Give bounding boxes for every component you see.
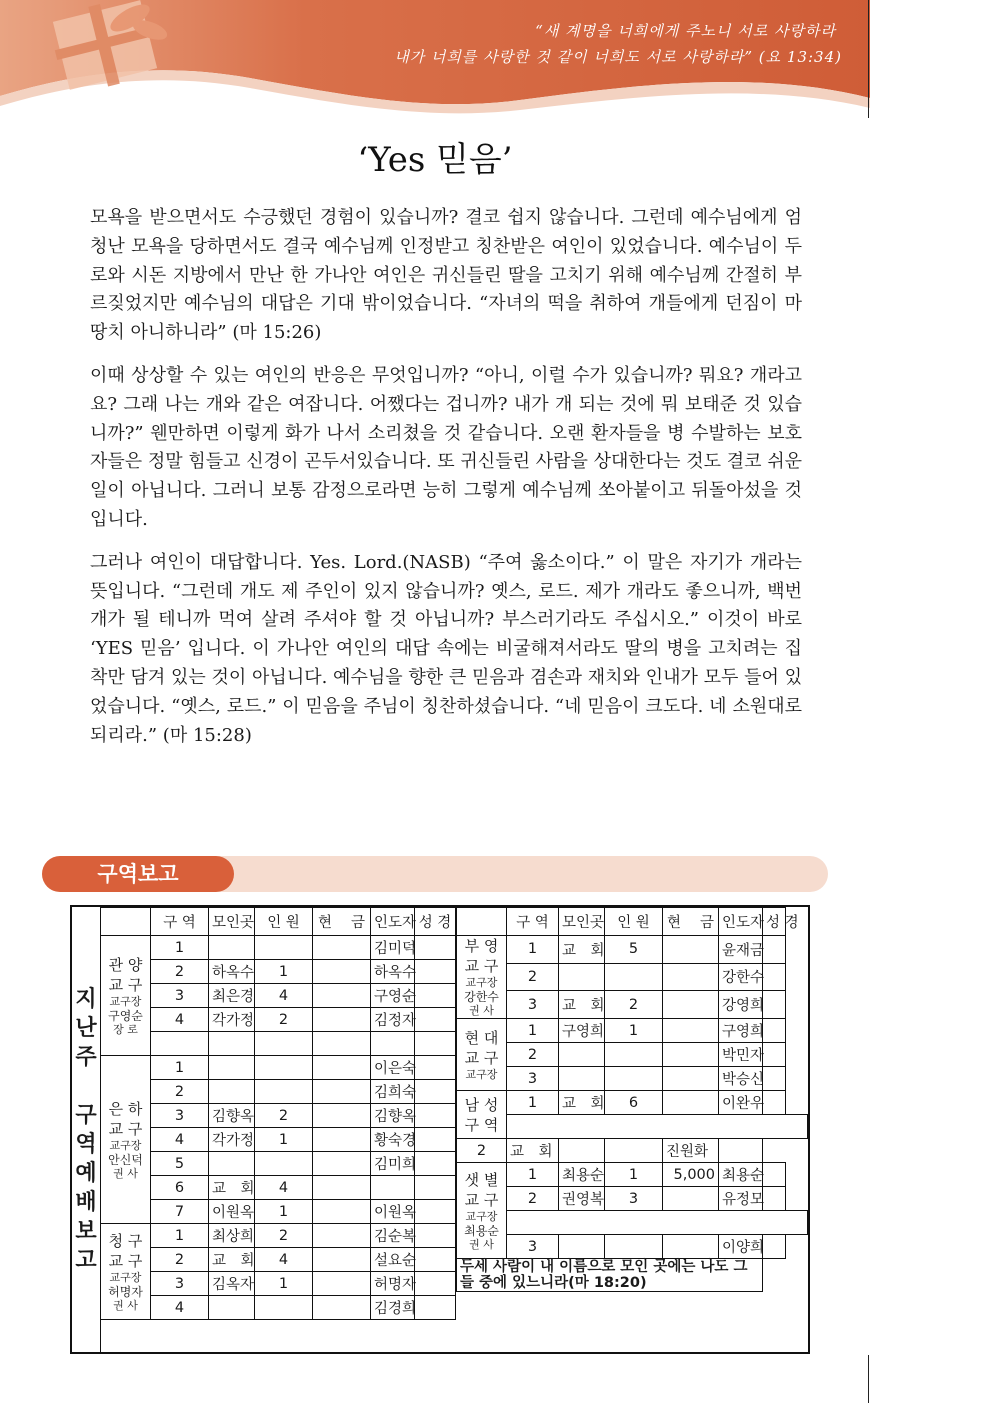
- table-row: [457, 1235, 808, 1259]
- cell-offering: [663, 1235, 719, 1259]
- cell-offering: [313, 1056, 371, 1080]
- cell-district: 3: [151, 1104, 209, 1128]
- cell-district: 1: [507, 936, 559, 964]
- cell-offering: [313, 960, 371, 984]
- table-row: [457, 936, 808, 964]
- cell-offering: [663, 963, 719, 991]
- cell-offering: [663, 991, 719, 1019]
- header-cell-group: [457, 908, 507, 936]
- group-name: 교 구: [464, 957, 499, 975]
- cell-bible: [415, 1056, 456, 1080]
- cell-leader: 허명자: [371, 1272, 415, 1296]
- table-row: [457, 1067, 808, 1091]
- cell-offering: [313, 1080, 371, 1104]
- cell-count: 3: [605, 1187, 663, 1211]
- header-cell: 현 금: [313, 908, 371, 936]
- cell-bible: [763, 1163, 786, 1187]
- cell-district: 1: [507, 1019, 559, 1043]
- paragraph: 그러나 여인이 대답합니다. Yes. Lord.(NASB) “주여 옳소이다.” 이 말은 자기가 개라는 뜻입니다. “그런데 개도 제 주인이 있지 않습니까? 옛스, 로드. 제가 개라도 좋으니까, 백번 개가 될 테니까 먹여 살려 주셔야 할 것 아닙니까? 부스러기라도 주십시오.” 이것이 바로 ‘YES 믿음’ 입니다. 이 가나안 여인의 대답 속에는 비굴해져서라도 딸의 병을 고치려는 집착만 담겨 있는 것이 아닙니다. 예수님을 향한 큰 믿음과 겸손과 재치와 인내가 모두 들어 있었습니다. “옛스, 로드.” 이 믿음을 주님이 칭찬하셨습니다. “네 믿음이 크도다. 네 소원대로 되리라.” (마 15:28): [90, 551, 802, 746]
- cell-place: 교 회: [209, 1176, 255, 1200]
- page-title: ‘Yes 믿음’: [357, 140, 513, 180]
- cell-district: 1: [507, 1163, 559, 1187]
- group-name: 교 구: [108, 1119, 143, 1138]
- leader-role: 권 사: [113, 1298, 138, 1312]
- right-margin-line: [868, 0, 869, 118]
- cell-offering: [313, 1200, 371, 1224]
- cell-district: 5: [151, 1152, 209, 1176]
- cell-count: 2: [255, 1104, 313, 1128]
- cell-leader: 김향옥: [371, 1104, 415, 1128]
- header-cell: 모인곳: [559, 908, 605, 936]
- cell-district: 3: [507, 991, 559, 1019]
- header-cell-group: [101, 908, 151, 936]
- cell-leader: 강한수: [719, 963, 763, 991]
- cell-count: [255, 1296, 313, 1320]
- cell-district: 7: [151, 1200, 209, 1224]
- cell-count: [255, 936, 313, 960]
- table-row: [101, 1032, 456, 1056]
- blank-cell: [507, 1211, 808, 1235]
- cell-count: 5: [605, 936, 663, 964]
- cell-leader: 김순복: [371, 1224, 415, 1248]
- vertical-title-char: 난: [75, 1015, 97, 1041]
- table-row: [101, 1272, 456, 1296]
- cell-district: 2: [151, 960, 209, 984]
- cell-district: 1: [151, 1224, 209, 1248]
- leader-title: 교구장: [465, 1209, 498, 1223]
- cell-bible: [415, 1104, 456, 1128]
- cell-count: 1: [255, 960, 313, 984]
- cell-place: 최용순: [559, 1163, 605, 1187]
- vertical-title-char: 예: [75, 1160, 97, 1186]
- cell-district: 1: [507, 1091, 559, 1115]
- table-row: [457, 1043, 808, 1067]
- cell-offering: [313, 984, 371, 1008]
- cell-bible: [415, 984, 456, 1008]
- cell-count: 1: [605, 1163, 663, 1187]
- vertical-title-char: 지: [75, 986, 97, 1012]
- cell-bible: [415, 1008, 456, 1032]
- table-row: [101, 1080, 456, 1104]
- cell-district: 2: [457, 1139, 507, 1163]
- cell-district: [151, 1032, 209, 1056]
- table-row: [457, 1163, 808, 1187]
- cell-leader: [371, 1176, 415, 1200]
- group-name: 샛 별: [464, 1170, 499, 1189]
- cell-place: [559, 1067, 605, 1091]
- group-cell: [457, 1091, 507, 1139]
- cell-place: [559, 1043, 605, 1067]
- right-margin-line-bottom: [868, 1355, 869, 1403]
- cell-leader: 김경희: [371, 1296, 415, 1320]
- cell-offering: [663, 1019, 719, 1043]
- cell-offering: 5,000: [663, 1163, 719, 1187]
- header-verse: [394, 18, 842, 70]
- cell-place: [559, 1235, 605, 1259]
- cell-place: [209, 1296, 255, 1320]
- cell-bible: [415, 1032, 456, 1056]
- header-cell: 구 역: [151, 908, 209, 936]
- cell-place: 최은경: [209, 984, 255, 1008]
- group-name: 교 구: [464, 1190, 499, 1209]
- cell-count: [255, 1032, 313, 1056]
- cell-count: 1: [255, 1200, 313, 1224]
- cell-leader: 윤재금: [719, 936, 763, 964]
- cell-place: [209, 1056, 255, 1080]
- cell-leader: 하옥수: [371, 960, 415, 984]
- group-name: 은 하: [108, 1099, 143, 1118]
- cell-leader: 진원화: [663, 1139, 719, 1163]
- leader-name: 강한수: [464, 990, 499, 1004]
- cell-leader: [371, 1032, 415, 1056]
- cell-bible: [415, 1176, 456, 1200]
- table-row: [457, 991, 808, 1019]
- cell-bible: [415, 1200, 456, 1224]
- cell-leader: 설요순: [371, 1248, 415, 1272]
- group-name: 교 구: [464, 1048, 499, 1067]
- cell-district: 3: [507, 1067, 559, 1091]
- cell-leader: 박승신: [719, 1067, 763, 1091]
- cell-leader: 최용순: [719, 1163, 763, 1187]
- cell-bible: [415, 960, 456, 984]
- leader-role: 장 로: [113, 1022, 138, 1036]
- blank-cell: [507, 1115, 808, 1139]
- leader-role: 권 사: [469, 1004, 494, 1017]
- cell-place: 구영희: [559, 1019, 605, 1043]
- cell-offering: [313, 1032, 371, 1056]
- cell-place: [209, 1152, 255, 1176]
- cell-bible: [415, 1152, 456, 1176]
- cell-bible: [763, 963, 786, 991]
- cell-district: 1: [151, 936, 209, 960]
- cell-offering: [313, 936, 371, 960]
- group-name: 부 영: [464, 937, 499, 955]
- table-row: [101, 1152, 456, 1176]
- cell-offering: [663, 1067, 719, 1091]
- cell-count: [255, 1056, 313, 1080]
- table-row: [457, 1211, 808, 1235]
- cell-leader: 김희숙: [371, 1080, 415, 1104]
- article-body: [90, 204, 802, 764]
- vertical-title-char: 구: [75, 1102, 97, 1128]
- cell-leader: 이완우: [719, 1091, 763, 1115]
- cell-place: 이원옥: [209, 1200, 255, 1224]
- leader-title: 교구장: [465, 976, 498, 989]
- cell-offering: [313, 1224, 371, 1248]
- cell-bible: [763, 1235, 786, 1259]
- verse-line-1: “새 계명을 너희에게 주노니 서로 사랑하라: [535, 22, 836, 40]
- header-cell: 성 경: [763, 908, 786, 936]
- cell-bible: [719, 1139, 763, 1163]
- table-row: [101, 936, 456, 960]
- vertical-title-char: 배: [75, 1189, 97, 1215]
- cell-count: 6: [605, 1091, 663, 1115]
- cell-offering: [663, 936, 719, 964]
- table-row: [101, 1248, 456, 1272]
- table-row: [101, 1224, 456, 1248]
- leader-title: 교구장: [109, 994, 142, 1008]
- cell-bible: [415, 1128, 456, 1152]
- header-row: [101, 908, 456, 936]
- table-row: [101, 1008, 456, 1032]
- table-row: [101, 1056, 456, 1080]
- cell-district: 3: [507, 1235, 559, 1259]
- leader-name: 구영순: [108, 1008, 143, 1023]
- header-cell: 인도자: [719, 908, 763, 936]
- cell-count: 2: [255, 1008, 313, 1032]
- cell-district: 4: [151, 1296, 209, 1320]
- cell-leader: 구영순: [371, 984, 415, 1008]
- cell-district: 3: [151, 984, 209, 1008]
- table-row: [457, 1187, 808, 1211]
- cell-place: 교 회: [507, 1139, 559, 1163]
- cell-bible: [763, 1187, 786, 1211]
- cell-bible: [763, 936, 786, 964]
- cell-bible: [763, 1067, 786, 1091]
- cell-offering: [313, 1272, 371, 1296]
- cell-count: 4: [255, 1248, 313, 1272]
- cell-offering: [313, 1128, 371, 1152]
- cell-count: 1: [255, 1272, 313, 1296]
- cell-place: 교 회: [559, 1091, 605, 1115]
- table-row: [101, 1296, 456, 1320]
- cell-count: [605, 1043, 663, 1067]
- paragraph: 모욕을 받으면서도 수긍했던 경험이 있습니까? 결코 쉽지 않습니다. 그런데 예수님에게 엄청난 모욕을 당하면서도 결국 예수님께 인정받고 칭찬받은 여인이 있었습니다. 예수님이 두로와 시돈 지방에서 만난 한 가나안 여인은 귀신들린 딸을 고치기 위해 예수님께 간절히 부르짖었지만 예수님의 대답은 기대 밖이었습니다. “자녀의 떡을 취하여 개들에게 던짐이 마땅치 아니하니라” (마 15:26): [90, 207, 802, 344]
- cell-district: 3: [151, 1272, 209, 1296]
- cell-count: [605, 1067, 663, 1091]
- table-row: [101, 1128, 456, 1152]
- cell-place: 교 회: [559, 936, 605, 964]
- group-name: 교 구: [108, 1251, 143, 1270]
- cell-leader: 김미희: [371, 1152, 415, 1176]
- cell-offering: [605, 1139, 663, 1163]
- cell-place: 각가정: [209, 1008, 255, 1032]
- cell-offering: [313, 1104, 371, 1128]
- cell-count: 2: [255, 1224, 313, 1248]
- leader-name: 안신덕: [108, 1152, 143, 1167]
- footnote-row: [457, 1259, 808, 1292]
- cell-district: 2: [151, 1248, 209, 1272]
- group-name: 남 성: [464, 1095, 499, 1114]
- cell-district: 2: [151, 1080, 209, 1104]
- header-cell: 성 경: [415, 908, 456, 936]
- table-row: [457, 963, 808, 991]
- cell-offering: [313, 1296, 371, 1320]
- cell-bible: [415, 1248, 456, 1272]
- verse-line-2: 내가 너희를 사랑한 것 같이 너희도 서로 사랑하라” (요 13:34): [394, 48, 842, 66]
- cell-leader: 박민자: [719, 1043, 763, 1067]
- cell-place: [209, 1080, 255, 1104]
- table-row: [457, 1139, 808, 1163]
- cell-district: 1: [151, 1056, 209, 1080]
- table-row: [457, 1019, 808, 1043]
- cell-district: 2: [507, 1187, 559, 1211]
- cell-leader: 이원옥: [371, 1200, 415, 1224]
- cell-bible: [415, 1224, 456, 1248]
- cell-offering: [313, 1152, 371, 1176]
- group-cell: [457, 1163, 507, 1259]
- cell-leader: 유정모: [719, 1187, 763, 1211]
- leader-role: 권 사: [113, 1166, 138, 1180]
- leader-title: 교구장: [109, 1138, 142, 1152]
- cell-count: [605, 1235, 663, 1259]
- cell-place: 김향옥: [209, 1104, 255, 1128]
- cell-place: 최상희: [209, 1224, 255, 1248]
- table-row: [457, 1091, 808, 1115]
- cell-place: [209, 1032, 255, 1056]
- cell-place: 김옥자: [209, 1272, 255, 1296]
- cell-bible: [763, 991, 786, 1019]
- cell-offering: [663, 1187, 719, 1211]
- cell-offering: [313, 1248, 371, 1272]
- cell-offering: [313, 1008, 371, 1032]
- cell-offering: [313, 1176, 371, 1200]
- vertical-title-char: 역: [75, 1131, 97, 1157]
- report-vertical-title: [72, 907, 101, 1352]
- header-cell: 인 원: [605, 908, 663, 936]
- leader-title: 교구장: [109, 1270, 142, 1284]
- cell-count: [255, 1080, 313, 1104]
- cell-bible: [763, 1019, 786, 1043]
- footnote-cell: 두세 사람이 내 이름으로 모인 곳에는 나도 그들 중에 있느니라(마 18:20): [457, 1259, 763, 1292]
- cell-district: 4: [151, 1008, 209, 1032]
- cell-count: 2: [605, 991, 663, 1019]
- group-cell: [457, 936, 507, 1019]
- cell-offering: [663, 1043, 719, 1067]
- group-cell: [457, 1019, 507, 1091]
- cell-district: 2: [507, 1043, 559, 1067]
- cell-place: 각가정: [209, 1128, 255, 1152]
- section-title: 구역보고: [42, 856, 234, 892]
- cell-count: 4: [255, 984, 313, 1008]
- vertical-title-char: 고: [75, 1247, 97, 1273]
- cell-bible: [415, 1080, 456, 1104]
- cell-count: 4: [255, 1176, 313, 1200]
- group-name: 현 대: [464, 1028, 499, 1047]
- cell-place: 권영복: [559, 1187, 605, 1211]
- cell-district: 6: [151, 1176, 209, 1200]
- vertical-title-char: 주: [75, 1044, 97, 1070]
- group-name: 구 역: [464, 1115, 499, 1134]
- table-row: [101, 1104, 456, 1128]
- cell-leader: 강영희: [719, 991, 763, 1019]
- table-row: [101, 1176, 456, 1200]
- header-cell: 현 금: [663, 908, 719, 936]
- table-row: [101, 960, 456, 984]
- cell-district: 4: [151, 1128, 209, 1152]
- report-table-left: [100, 907, 456, 1320]
- table-row: [457, 1115, 808, 1139]
- cell-bible: [415, 1272, 456, 1296]
- table-row: [101, 1200, 456, 1224]
- cell-offering: [663, 1091, 719, 1115]
- cell-count: [559, 1139, 605, 1163]
- cell-district: 2: [507, 963, 559, 991]
- group-name: 관 양: [108, 955, 143, 974]
- group-cell: [101, 936, 151, 1056]
- cell-leader: 김미덕: [371, 936, 415, 960]
- header-cell: 구 역: [507, 908, 559, 936]
- cell-leader: 이은숙: [371, 1056, 415, 1080]
- cell-leader: 구영희: [719, 1019, 763, 1043]
- header-cell: 모인곳: [209, 908, 255, 936]
- cell-count: 1: [605, 1019, 663, 1043]
- cell-place: [559, 963, 605, 991]
- cell-leader: 김정자: [371, 1008, 415, 1032]
- cell-place: 교 회: [209, 1248, 255, 1272]
- paragraph: 이때 상상할 수 있는 여인의 반응은 무엇입니까? “아니, 이럴 수가 있습니까? 뭐요? 개라고요? 그래 나는 개와 같은 여잡니다. 어쨌다는 겁니까? 내가 개 되는 것에 뭐 보태준 것 있습니까?” 웬만하면 이렇게 화가 나서 소리쳤을 것 같습니다. 오랜 환자들을 병 수발하는 보호자들은 정말 힘들고 신경이 곤두서있습니다. 또 귀신들린 사람을 상대한다는 것도 결코 쉬운 일이 아닙니다. 그러니 보통 감정으로라면 능히 그렇게 예수님께 쏘아붙이고 뒤돌아섰을 것입니다.: [90, 364, 803, 530]
- report-table-right: [456, 907, 808, 1292]
- leader-name: 최용순: [464, 1223, 499, 1238]
- cell-bible: [763, 1091, 786, 1115]
- leader-title: 교구장: [465, 1067, 498, 1081]
- cell-place: 하옥수: [209, 960, 255, 984]
- cell-bible: [415, 1296, 456, 1320]
- group-cell: [101, 1056, 151, 1224]
- vertical-title-char: 보: [75, 1218, 97, 1244]
- cell-bible: [763, 1043, 786, 1067]
- cell-count: 1: [255, 1128, 313, 1152]
- group-name: 교 구: [108, 975, 143, 994]
- group-cell: [101, 1224, 151, 1320]
- header-cell: 인도자: [371, 908, 415, 936]
- group-name: 청 구: [108, 1231, 143, 1250]
- cell-place: 교 회: [559, 991, 605, 1019]
- leader-name: 허명자: [108, 1284, 143, 1299]
- cell-bible: [415, 936, 456, 960]
- cell-place: [209, 936, 255, 960]
- header-row: [457, 908, 808, 936]
- cell-count: [255, 1152, 313, 1176]
- cell-count: [605, 963, 663, 991]
- table-row: [101, 984, 456, 1008]
- vertical-title-char: [82, 1072, 90, 1101]
- cell-leader: 황숙경: [371, 1128, 415, 1152]
- cell-leader: 이양희: [719, 1235, 763, 1259]
- header-cell: 인 원: [255, 908, 313, 936]
- leader-role: 권 사: [469, 1237, 494, 1251]
